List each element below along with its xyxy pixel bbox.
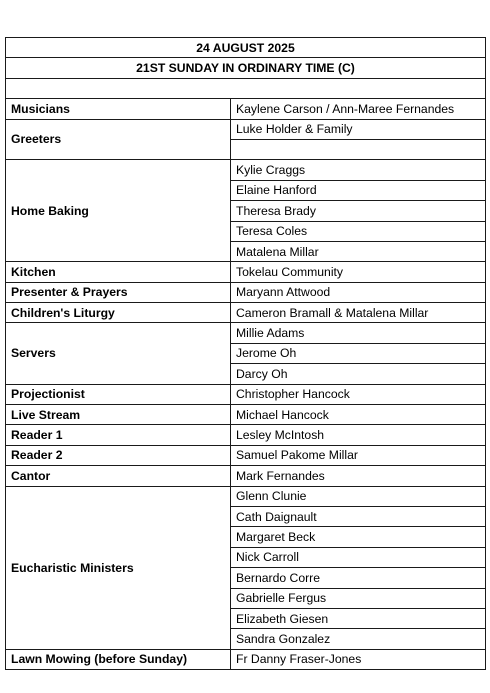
spacer-cell [6,78,486,98]
assignee-cell: Michael Hancock [231,405,486,425]
role-label-eucharistic-ministers: Eucharistic Ministers [6,486,231,649]
roster-row [6,323,486,343]
date-row [6,38,486,58]
assignee-cell: Luke Holder & Family [231,119,486,139]
assignee-cell: Mark Fernandes [231,466,486,486]
roster-row [6,282,486,302]
roster-row [6,425,486,445]
roster-row [6,303,486,323]
assignee-cell: Millie Adams [231,323,486,343]
assignee-cell: Darcy Oh [231,364,486,384]
role-label-live-stream: Live Stream [6,405,231,425]
roster-row [6,119,486,139]
assignee-cell: Christopher Hancock [231,384,486,404]
assignee-cell: Teresa Coles [231,221,486,241]
role-label-presenter-prayers: Presenter & Prayers [6,282,231,302]
role-label-cantor: Cantor [6,466,231,486]
role-label-lawn-mowing-before-sunday: Lawn Mowing (before Sunday) [6,649,231,669]
assignee-cell: Glenn Clunie [231,486,486,506]
roster-row [6,160,486,180]
roster-body [6,38,486,670]
role-label-children-s-liturgy: Children's Liturgy [6,303,231,323]
roster-row [6,445,486,465]
assignee-cell: Theresa Brady [231,201,486,221]
assignee-cell: Maryann Attwood [231,282,486,302]
roster-row [6,99,486,119]
role-label-musicians: Musicians [6,99,231,119]
date-header: 24 AUGUST 2025 [6,38,486,58]
roster-row [6,405,486,425]
assignee-cell: Lesley McIntosh [231,425,486,445]
assignee-cell: Matalena Millar [231,241,486,261]
assignee-cell: Elaine Hanford [231,180,486,200]
assignee-cell: Gabrielle Fergus [231,588,486,608]
assignee-cell: Kaylene Carson / Ann-Maree Fernandes [231,99,486,119]
assignee-cell: Tokelau Community [231,262,486,282]
role-label-projectionist: Projectionist [6,384,231,404]
roster-row [6,649,486,669]
assignee-cell: Jerome Oh [231,343,486,363]
roster-row [6,466,486,486]
role-label-kitchen: Kitchen [6,262,231,282]
role-label-reader-2: Reader 2 [6,445,231,465]
assignee-cell: Cath Daignault [231,506,486,526]
spacer-row [6,78,486,98]
assignee-cell: Samuel Pakome Millar [231,445,486,465]
assignee-cell: Nick Carroll [231,547,486,567]
roster-row [6,384,486,404]
roster-table [5,37,486,670]
assignee-cell: Kylie Craggs [231,160,486,180]
assignee-cell: Sandra Gonzalez [231,629,486,649]
roster-row [6,486,486,506]
assignee-cell: Cameron Bramall & Matalena Millar [231,303,486,323]
roster-row [6,262,486,282]
assignee-cell [231,139,486,159]
assignee-cell: Bernardo Corre [231,568,486,588]
assignee-cell: Margaret Beck [231,527,486,547]
role-label-servers: Servers [6,323,231,384]
role-label-reader-1: Reader 1 [6,425,231,445]
assignee-cell: Elizabeth Giesen [231,608,486,628]
occasion-row [6,58,486,78]
assignee-cell: Fr Danny Fraser-Jones [231,649,486,669]
role-label-greeters: Greeters [6,119,231,160]
role-label-home-baking: Home Baking [6,160,231,262]
occasion-header: 21ST SUNDAY IN ORDINARY TIME (C) [6,58,486,78]
